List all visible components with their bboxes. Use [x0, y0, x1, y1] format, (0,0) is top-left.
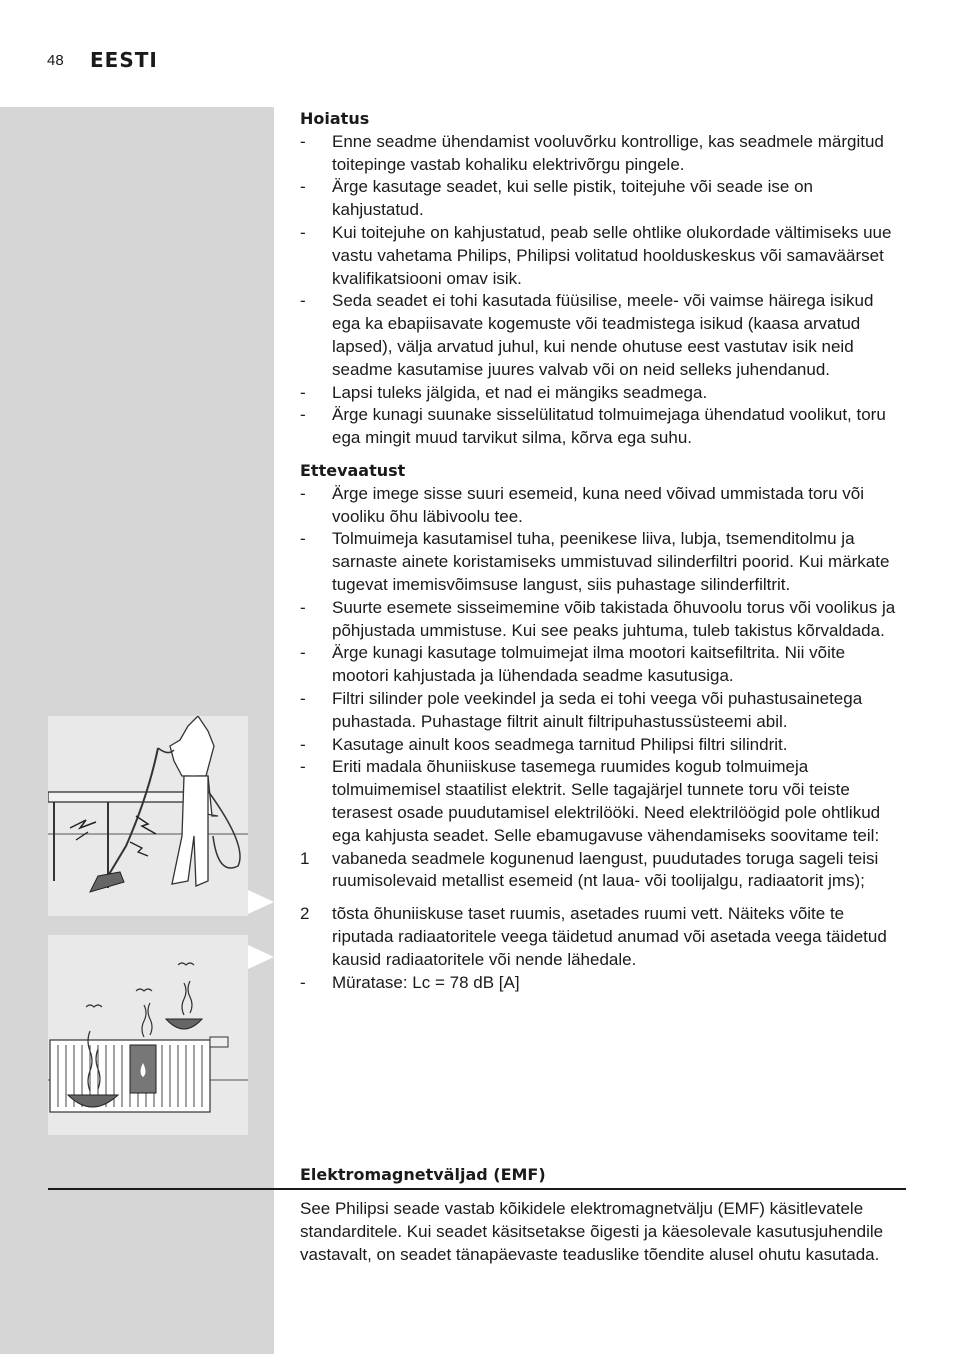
list-item: - Eriti madala õhuniiskuse tasemega ruumides kogub tolmuimeja tolmuimemisel staatilist elektrit. Selle tagajärjel tunnete toru või teiste terasest osade puudutamisel elektrilööki. Need elektrilöögid pole ohtlikud ega kahjusta seadet. Selle ebamugavuse vähendamiseks soovitame teil: [300, 757, 881, 845]
radiator-humidity-icon [48, 935, 248, 1135]
list-item: - Ärge kasutage seadet, kui selle pistik, toitejuhe või seade ise on kahjustatud. [300, 177, 814, 220]
figure-pointer [248, 890, 274, 914]
vacuum-static-illustration [48, 716, 248, 916]
list-item: - Filtri silinder pole veekindel ja seda ei tohi veega või puhastusainetega puhastada. Puhastage filtrit ainult filtripuhastussüsteemi abil. [300, 688, 863, 731]
list-item: - Müratase: Lc = 78 dB [A] [300, 972, 520, 992]
list-item: - Ärge imege sisse suuri esemeid, kuna need võivad ummistada toru või vooliku õhu läbivoolu tee. [300, 483, 864, 526]
warning-section [300, 108, 905, 450]
list-item: - Tolmuimeja kasutamisel tuha, peenikese liiva, lubja, tsemenditolmu ja sarnaste ainete koristamiseks ummistuvad silinderfiltri poorid. Kui märkate tugevat imemisvõimsuse langust, siis puhastage silinderfiltrit. [300, 529, 890, 594]
caution-section [300, 460, 905, 994]
emf-heading: Elektromagnetväljad (EMF) [300, 1165, 546, 1184]
list-item: - Seda seadet ei tohi kasutada füüsilise, meele- või vaimse häirega isikud ega ka ebapiisavate kogemuste või teadmistega isikud (kaasa arvatud lapsed), välja arvatud juhul, kui nende ohutuse eest vastutav isik neid seadme kasutamise juures valvab või on neid selleks juhendanud. [300, 291, 874, 379]
list-item: - Enne seadme ühendamist vooluvõrku kontrollige, kas seadmele märgitud toitepinge vastab kohaliku elektrivõrgu pingele. [300, 131, 884, 174]
list-item: - Ärge kunagi suunake sisselülitatud tolmuimejaga ühendatud voolikut, toru ega mingit muud tarvikut silma, kõrva ega suhu. [300, 405, 886, 448]
numbered-item: 1 vabaneda seadmele kogunenud laengust, puudutades toruga sageli teisi ruumisolevaid metallist esemeid (nt laua- või toolijalgu, radiaatorit jms); [300, 848, 879, 891]
warning-heading: Hoiatus [300, 109, 370, 128]
list-item: - Ärge kunagi kasutage tolmuimejat ilma mootori kaitsefiltrita. Nii võite mootori kahjustada ja lühendada seadme kasutusiga. [300, 643, 846, 686]
list-item: - Suurte esemete sisseimemine võib takistada õhuvoolu torus või voolikus ja põhjustada ummistuse. Kui see peaks juhtuma, tuleb takistus kõrvaldada. [300, 597, 896, 640]
list-item: - Lapsi tuleks jälgida, et nad ei mängiks seadmega. [300, 382, 708, 402]
list-item: - Kasutage ainult koos seadmega tarnitud Philipsi filtri silindrit. [300, 734, 788, 754]
vacuum-static-icon [48, 716, 248, 916]
language-heading: EESTI [90, 48, 158, 72]
page-number: 48 [47, 52, 64, 69]
caution-heading: Ettevaatust [300, 461, 406, 480]
figure-pointer [248, 945, 274, 969]
emf-text: See Philipsi seade vastab kõikidele elektromagnetvälju (EMF) käsitlevatele standarditele. Kui seadet käsitsetakse õigesti ja käesolevale kasutusjuhendile vastavalt, on seadet tänapäevaste teaduslike tõendite alusel ohutu kasutada. [300, 1199, 884, 1264]
list-item: - Kui toitejuhe on kahjustatud, peab selle ohtlike olukordade vältimiseks uue vastu vahetama Philips, Philipsi volitatud hoolduskeskus või samaväärset kvalifikatsiooni omav isik. [300, 222, 892, 288]
section-divider [48, 1188, 906, 1190]
numbered-item: 2 tõsta õhuniiskuse taset ruumis, asetades ruumi vett. Näiteks võite te riputada radiaatoritele veega täidetud anumad või asetada veega täidetud kausid radiaatoritele või nende lähedale. [300, 904, 887, 969]
radiator-humidity-illustration [48, 935, 248, 1135]
